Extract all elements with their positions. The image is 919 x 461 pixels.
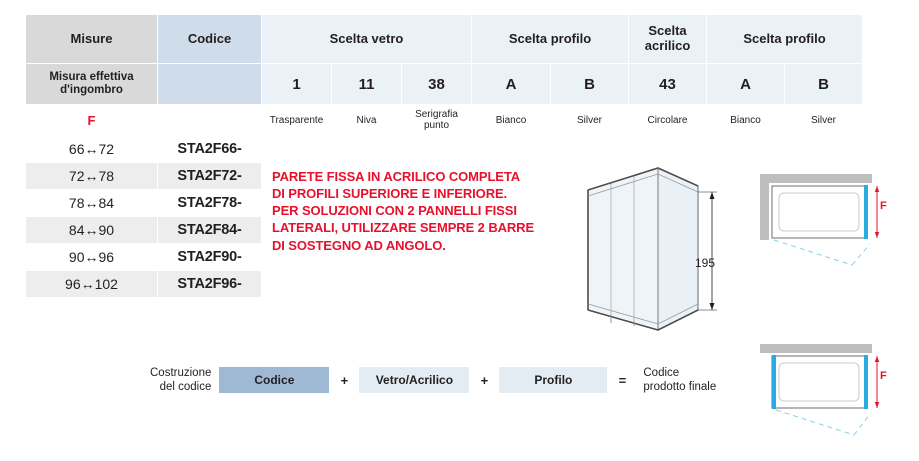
codice-value: STA2F84- [158,217,262,244]
height-dimension-label: 195 [695,256,716,270]
formula-result [643,366,716,395]
subheader-misura-effettiva: Misura effettiva d'ingombro [26,64,158,105]
header-scelta-profilo-2: Scelta profilo [707,15,863,64]
misura-value: 84↔90 [26,217,158,244]
desc-bianco-2: Bianco [707,105,785,136]
formula-label-line-2: del codice [159,381,212,394]
note-line-1: PARETE FISSA IN ACRILICO COMPLETA [272,169,521,184]
row-spacer [262,136,863,163]
row-spacer [262,271,863,298]
note-line-3: PER SOLUZIONI CON 2 PANNELLI FISSI [272,203,517,219]
formula-result-line-2: prodotto finale [643,381,717,394]
subheader-codice-empty [158,64,262,105]
formula-label-line-1: Costruzione [150,367,212,379]
formula-plus-1: + [340,372,349,388]
code-a-1: A [472,64,551,105]
desc-blank [158,105,262,136]
product-note [272,168,572,254]
plan-view-top-svg [752,168,912,273]
desc-silver-1: Silver [551,105,629,136]
table-description-row [26,105,863,136]
formula-result-line-1: Codice [643,367,680,379]
code-b-2: B [785,64,863,105]
code-43: 43 [629,64,707,105]
table-row [26,136,863,163]
note-line-4: LATERALI, UTILIZZARE SEMPRE 2 BARRE [272,220,535,236]
misura-value: 90↔96 [26,244,158,271]
misura-value: 72↔78 [26,163,158,190]
note-line-2: DI PROFILI SUPERIORE E INFERIORE. [272,186,508,202]
desc-serigrafia-punto: Serigrafia punto [402,105,472,136]
header-codice: Codice [158,15,262,64]
misura-value: 78↔84 [26,190,158,217]
f-marker: F [26,105,158,136]
plan-view-bottom [752,338,912,443]
code-11: 11 [332,64,402,105]
plan-view-bottom-svg [752,338,912,443]
misura-value: 96↔102 [26,271,158,298]
codice-value: STA2F78- [158,190,262,217]
header-scelta-profilo-1: Scelta profilo [472,15,629,64]
formula-plus-2: + [480,372,489,388]
code-38: 38 [402,64,472,105]
codice-value: STA2F90- [158,244,262,271]
plan-top-f-label: F [880,200,887,212]
table-subheader-row [26,64,863,105]
code-a-2: A [707,64,785,105]
code-construction-formula [150,366,716,395]
misura-value: 66↔72 [26,136,158,163]
desc-niva: Niva [332,105,402,136]
codice-value: STA2F96- [158,271,262,298]
formula-box-codice: Codice [219,367,329,393]
code-b-1: B [551,64,629,105]
note-line-5: DI SOSTEGNO AD ANGOLO. [272,237,446,253]
plan-bottom-f-label: F [880,370,887,382]
header-scelta-vetro: Scelta vetro [262,15,472,64]
codice-value: STA2F66- [158,136,262,163]
header-scelta-acrilico: Scelta acrilico [629,15,707,64]
desc-trasparente: Trasparente [262,105,332,136]
plan-view-top [752,168,912,273]
codice-value: STA2F72- [158,163,262,190]
shower-3d-drawing [580,160,750,340]
desc-bianco-1: Bianco [472,105,551,136]
formula-equals: = [618,372,627,388]
header-misure: Misure [26,15,158,64]
formula-label [150,366,211,395]
table-header-row [26,15,863,64]
formula-box-profilo: Profilo [499,367,607,393]
shower-3d-svg [580,160,750,340]
code-1: 1 [262,64,332,105]
formula-box-vetro-acrilico: Vetro/Acrilico [359,367,469,393]
desc-circolare: Circolare [629,105,707,136]
desc-silver-2: Silver [785,105,863,136]
